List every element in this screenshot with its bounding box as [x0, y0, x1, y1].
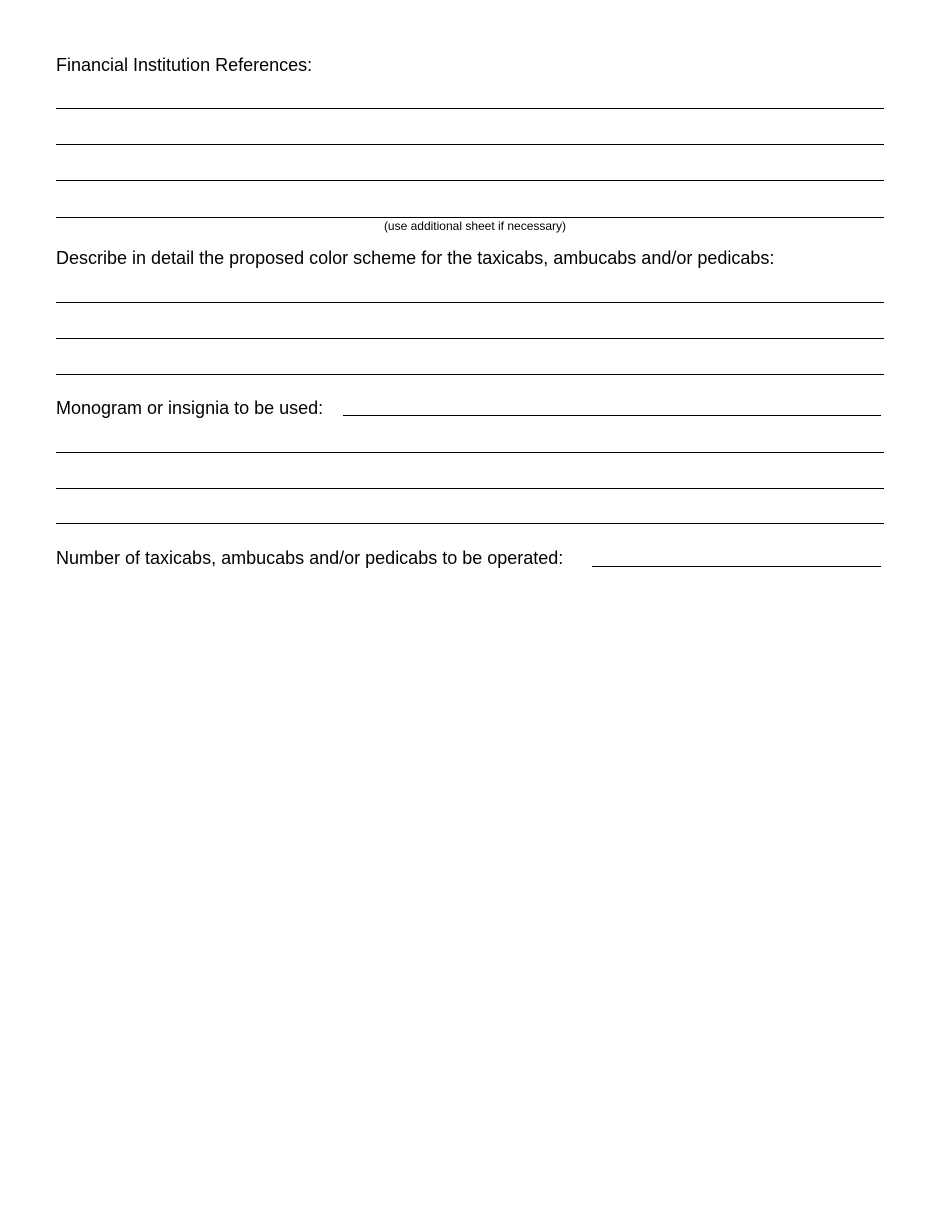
monogram-field[interactable]: [343, 415, 881, 416]
color-scheme-label: Describe in detail the proposed color scheme for the taxicabs, ambucabs and/or pedicabs:: [56, 248, 775, 268]
color-scheme-line-3[interactable]: [56, 374, 884, 375]
color-scheme-line-1[interactable]: [56, 302, 884, 303]
monogram-line-2[interactable]: [56, 488, 884, 489]
financial-reference-line-4[interactable]: [56, 217, 884, 218]
additional-sheet-note: (use additional sheet if necessary): [383, 219, 567, 233]
monogram-line-1[interactable]: [56, 452, 884, 453]
financial-reference-line-2[interactable]: [56, 144, 884, 145]
color-scheme-line-2[interactable]: [56, 338, 884, 339]
monogram-line-3[interactable]: [56, 523, 884, 524]
vehicle-count-field[interactable]: [592, 566, 881, 567]
financial-reference-line-3[interactable]: [56, 180, 884, 181]
financial-reference-line-1[interactable]: [56, 108, 884, 109]
monogram-label: Monogram or insignia to be used:: [56, 398, 324, 418]
financial-references-label: Financial Institution References:: [56, 55, 313, 75]
vehicle-count-label: Number of taxicabs, ambucabs and/or pedicabs to be operated:: [56, 548, 564, 568]
